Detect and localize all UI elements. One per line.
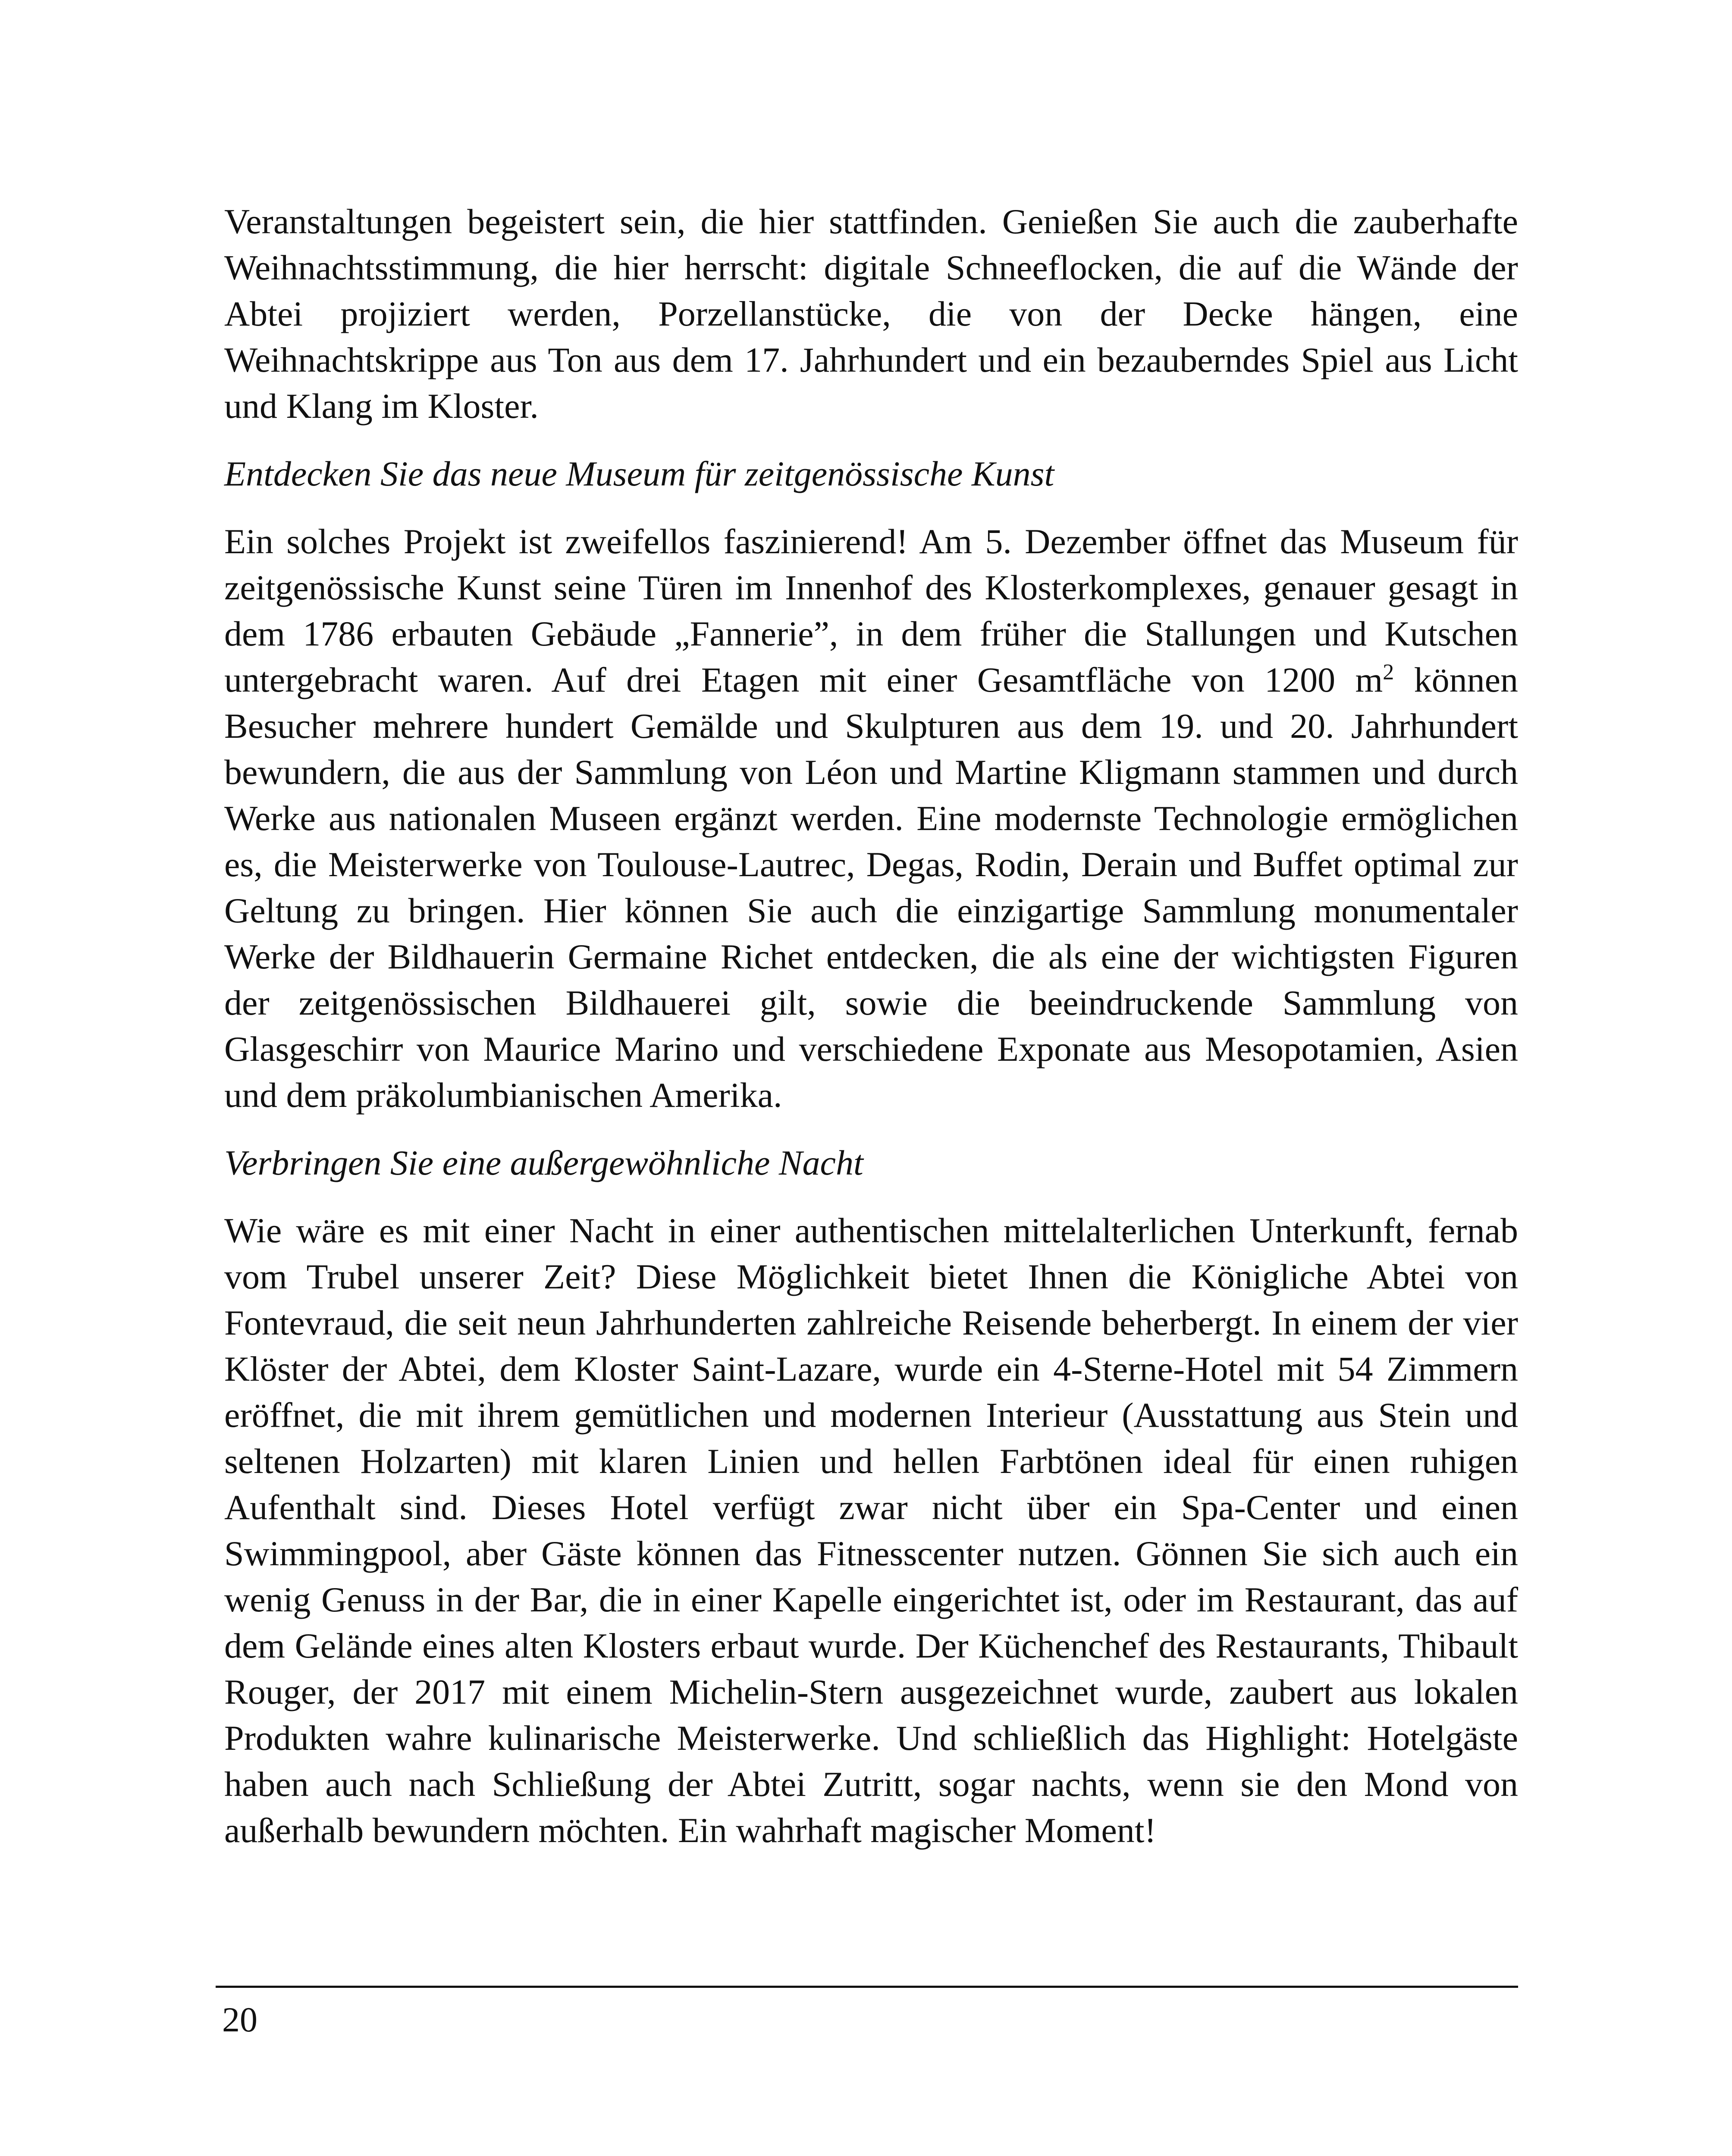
- superscript-squared: 2: [1383, 660, 1394, 685]
- footer-divider: [216, 1986, 1518, 1988]
- paragraph-museum: [224, 518, 1518, 1118]
- paragraph-museum-text-a: Ein solches Projekt ist zweifellos faszinierend! Am 5. Dezember öffnet das Museum für zeitgenössische Kunst seine Türen im Innenhof des Klosterkomplexes, genauer gesagt in dem 1786 erbauten Gebäude „Fannerie”, in dem früher die Stallungen und Kutschen untergebracht waren. Auf drei Etagen mit einer Gesamtfläche von 1200 m: [224, 522, 1518, 699]
- page-number: 20: [222, 2000, 257, 2039]
- page-body: [224, 198, 1518, 1875]
- heading-museum: Entdecken Sie das neue Museum für zeitgenössische Kunst: [224, 454, 1054, 493]
- paragraph-museum-text-b: können Besucher mehrere hundert Gemälde und Skulpturen aus dem 19. und 20. Jahrhundert bewundern, die aus der Sammlung von Léon und Martine Kligmann stammen und durch Werke aus nationalen Museen ergänzt werden. Eine modernste Technologie ermöglichen es, die Meisterwerke von Toulouse-Lautrec, Degas, Rodin, Derain und Buffet optimal zur Geltung zu bringen. Hier können Sie auch die einzigartige Sammlung monumentaler Werke der Bildhauerin Germaine Richet entdecken, die als eine der wichtigsten Figuren der zeitgenössischen Bildhauerei gilt, sowie die beeindruckende Sammlung von Glasgeschirr von Maurice Marino und verschiedene Exponate aus Mesopotamien, Asien und dem präkolumbianischen Amerika.: [224, 660, 1518, 1115]
- heading-night: Verbringen Sie eine außergewöhnliche Nacht: [224, 1143, 863, 1182]
- paragraph-hotel: Wie wäre es mit einer Nacht in einer authentischen mittelalterlichen Unterkunft, fernab vom Trubel unserer Zeit? Diese Möglichkeit bietet Ihnen die Königliche Abtei von Fontevraud, die seit neun Jahrhunderten zahlreiche Reisende beherbergt. In einem der vier Klöster der Abtei, dem Kloster Saint-Lazare, wurde ein 4-Sterne-Hotel mit 54 Zimmern eröffnet, die mit ihrem gemütlichen und modernen Interieur (Ausstattung aus Stein und seltenen Holzarten) mit klaren Linien und hellen Farbtönen ideal für einen ruhigen Aufenthalt sind. Dieses Hotel verfügt zwar nicht über ein Spa-Center und einen Swimmingpool, aber Gäste können das Fitnesscenter nutzen. Gönnen Sie sich auch ein wenig Genuss in der Bar, die in einer Kapelle eingerichtet ist, oder im Restaurant, das auf dem Gelände eines alten Klosters erbaut wurde. Der Küchenchef des Restaurants, Thibault Rouger, der 2017 mit einem Michelin-Stern ausgezeichnet wurde, zaubert aus lokalen Produkten wahre kulinarische Meisterwerke. Und schließlich das Highlight: Hotelgäste haben auch nach Schließung der Abtei Zutritt, sogar nachts, wenn sie den Mond von außerhalb bewundern möchten. Ein wahrhaft magischer Moment!: [224, 1211, 1518, 1850]
- paragraph-christmas: Veranstaltungen begeistert sein, die hier stattfinden. Genießen Sie auch die zauberhafte Weihnachtsstimmung, die hier herrscht: digitale Schneeflocken, die auf die Wände der Abtei projiziert werden, Porzellanstücke, die von der Decke hängen, eine Weihnachtskrippe aus Ton aus dem 17. Jahrhundert und ein bezauberndes Spiel aus Licht und Klang im Kloster.: [224, 202, 1518, 426]
